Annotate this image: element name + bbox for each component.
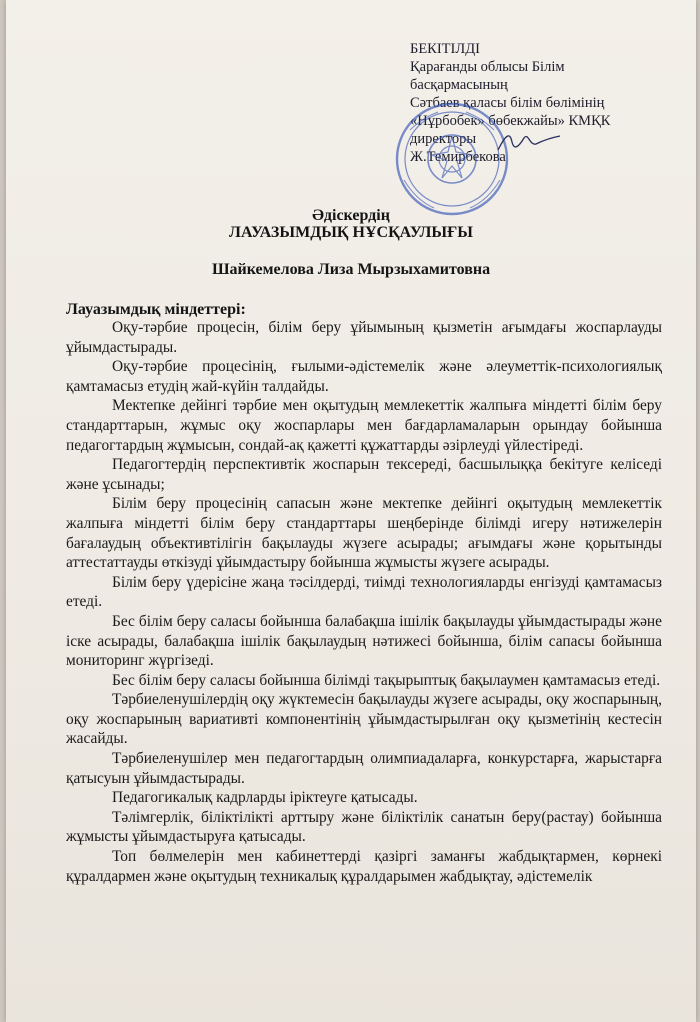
approval-line: Ж.Темирбекова bbox=[410, 149, 506, 165]
approval-line: Сәтбаев қаласы білім бөлімінің bbox=[410, 95, 605, 111]
approval-block bbox=[410, 40, 680, 166]
document-page bbox=[6, 0, 696, 1022]
approval-line: басқармасының bbox=[410, 77, 508, 93]
employee-name: Шайкемелова Лиза Мырзыхамитовна bbox=[211, 261, 491, 278]
approval-line: «Нұрбобек» бөбекжайы» КМҚК bbox=[410, 113, 611, 129]
duty-paragraph: Бес білім беру саласы бойынша балабақша ішілік бақылауды ұйымдастырады және іске асырады, балабақша ішілік бақылаудың нәтижесі бойынша, білім сапасы бойынша мониторинг жүргізеді. bbox=[66, 612, 662, 670]
duty-paragraph: Оқу-тәрбие процесінің, ғылыми-әдістемелік және әлеуметтік-психологиялық қамтамасыз етудің жай-күйін талдайды. bbox=[66, 358, 662, 395]
duties-text bbox=[66, 318, 662, 886]
duty-paragraph: Педагогикалық кадрларды іріктеуге қатысады. bbox=[112, 789, 418, 807]
section-heading: Лауазымдық міндеттері: bbox=[66, 301, 246, 318]
duty-paragraph: Оқу-тәрбие процесін, білім беру ұйымының қызметін ағымдағы жоспарлауды ұйымдастырады. bbox=[66, 319, 662, 356]
duty-paragraph: Топ бөлмелерін мен кабинеттерді қазіргі заманғы жабдықтармен, көрнекі құралдармен және оқытудың техникалық құралдарымен жабдықтау, әдістемелік bbox=[66, 848, 662, 885]
duty-paragraph: Тәрбиеленушілер мен педагогтардың олимпиадаларға, конкурстарға, жарыстарға қатысуын ұйымдастырады. bbox=[66, 750, 662, 787]
document-title: ЛАУАЗЫМДЫҚ НҰСҚАУЛЫҒЫ bbox=[229, 224, 473, 241]
approval-line: БЕКІТІЛДІ bbox=[410, 41, 480, 57]
duty-paragraph: Тәрбиеленушілердің оқу жүктемесін бақылауды жүзеге асырады, оқу жоспарының, оқу жоспарының вариативті компонентінің ұйымдастырылған оқу қызметінің кестесін жасайды. bbox=[66, 691, 662, 748]
duty-paragraph: Педагогтердің перспективтік жоспарын тексереді, басшылыққа бекітуге келіседі және ұсынады; bbox=[66, 456, 662, 493]
approval-line: директоры bbox=[410, 131, 477, 147]
document-title-role: Әдіскердің bbox=[312, 207, 390, 224]
duty-paragraph: Білім беру үдерісіне жаңа тәсілдерді, тиімді технологияларды енгізуді қамтамасыз етеді. bbox=[66, 573, 662, 611]
approval-line: Қарағанды облысы Білім bbox=[410, 59, 565, 75]
duty-paragraph: Тәлімгерлік, біліктілікті арттыру және біліктілік санатын беру(растау) бойынша жұмысты ұйымдастыруға қатысады. bbox=[66, 808, 662, 846]
duty-paragraph: Бес білім беру саласы бойынша білімді тақырыптық бақылаумен қамтамасыз етеді. bbox=[112, 671, 661, 689]
duty-paragraph: Мектепке дейінгі тәрбие мен оқытудың мемлекеттік жалпыға міндетті білім беру стандарттарын, жұмыс оқу жоспарлары мен бағдарламаларын орындау бойынша педагогтардың жұмысын, сондай-ақ қажетті құжаттарды әзірлеуді үйлестіреді. bbox=[66, 397, 662, 454]
duty-paragraph: Білім беру процесінің сапасын және мектепке дейінгі оқытудың мемлекеттік жалпыға міндетті білім беру стандарттары шеңберінде білімді игеру нәтижелерін бағалаудың объективтілігін бақылауды жүзеге асырады; ағымдағы және қорытынды аттестаттауды өткізуді ұйымдастыру бойынша жұмысты жүзеге асырады. bbox=[66, 495, 662, 572]
